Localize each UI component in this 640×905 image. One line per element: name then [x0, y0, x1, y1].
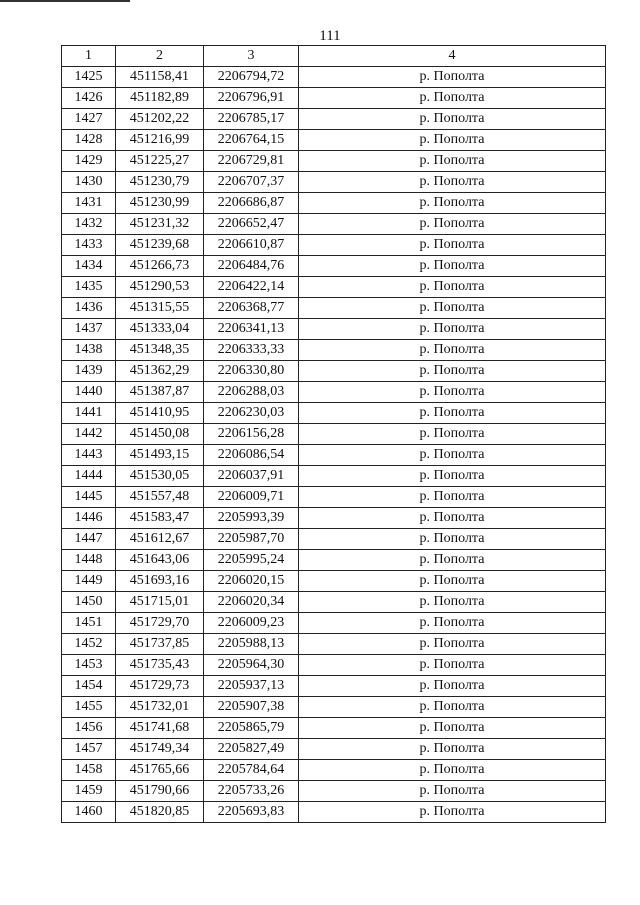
description-cell: р. Пополта — [299, 550, 606, 571]
y-coordinate-cell: 2206086,54 — [204, 445, 299, 466]
table-row — [62, 151, 606, 172]
description-cell: р. Пополта — [299, 655, 606, 676]
description-cell: р. Пополта — [299, 403, 606, 424]
x-coordinate-cell: 451765,66 — [116, 760, 204, 781]
y-coordinate-cell: 2206009,23 — [204, 613, 299, 634]
description-cell: р. Пополта — [299, 109, 606, 130]
point-number-cell: 1431 — [62, 193, 116, 214]
table-row — [62, 382, 606, 403]
table-row — [62, 445, 606, 466]
description-cell: р. Пополта — [299, 235, 606, 256]
description-cell: р. Пополта — [299, 781, 606, 802]
x-coordinate-cell: 451362,29 — [116, 361, 204, 382]
table-row — [62, 340, 606, 361]
point-number-cell: 1430 — [62, 172, 116, 193]
description-cell: р. Пополта — [299, 508, 606, 529]
description-cell: р. Пополта — [299, 571, 606, 592]
description-cell: р. Пополта — [299, 256, 606, 277]
x-coordinate-cell: 451749,34 — [116, 739, 204, 760]
x-coordinate-cell: 451230,99 — [116, 193, 204, 214]
point-number-cell: 1441 — [62, 403, 116, 424]
table-row — [62, 130, 606, 151]
description-cell: р. Пополта — [299, 88, 606, 109]
x-coordinate-cell: 451735,43 — [116, 655, 204, 676]
table-row — [62, 613, 606, 634]
point-number-cell: 1450 — [62, 592, 116, 613]
x-coordinate-cell: 451790,66 — [116, 781, 204, 802]
y-coordinate-cell: 2206333,33 — [204, 340, 299, 361]
point-number-cell: 1439 — [62, 361, 116, 382]
description-cell: р. Пополта — [299, 214, 606, 235]
table-row — [62, 172, 606, 193]
table-row — [62, 802, 606, 823]
table-row — [62, 508, 606, 529]
table-row — [62, 634, 606, 655]
x-coordinate-cell: 451387,87 — [116, 382, 204, 403]
description-cell: р. Пополта — [299, 676, 606, 697]
x-coordinate-cell: 451493,15 — [116, 445, 204, 466]
description-cell: р. Пополта — [299, 130, 606, 151]
y-coordinate-cell: 2205937,13 — [204, 676, 299, 697]
table-row — [62, 109, 606, 130]
description-cell: р. Пополта — [299, 298, 606, 319]
column-header: 4 — [299, 46, 606, 67]
table-row — [62, 718, 606, 739]
table-row — [62, 739, 606, 760]
description-cell: р. Пополта — [299, 340, 606, 361]
description-cell: р. Пополта — [299, 487, 606, 508]
point-number-cell: 1426 — [62, 88, 116, 109]
y-coordinate-cell: 2206341,13 — [204, 319, 299, 340]
description-cell: р. Пополта — [299, 634, 606, 655]
x-coordinate-cell: 451315,55 — [116, 298, 204, 319]
column-header: 1 — [62, 46, 116, 67]
point-number-cell: 1434 — [62, 256, 116, 277]
table-row — [62, 298, 606, 319]
description-cell: р. Пополта — [299, 613, 606, 634]
table-row — [62, 361, 606, 382]
table-row — [62, 676, 606, 697]
page-number: 111 — [319, 28, 341, 44]
table-row — [62, 781, 606, 802]
x-coordinate-cell: 451225,27 — [116, 151, 204, 172]
point-number-cell: 1438 — [62, 340, 116, 361]
point-number-cell: 1456 — [62, 718, 116, 739]
table-row — [62, 529, 606, 550]
point-number-cell: 1433 — [62, 235, 116, 256]
point-number-cell: 1453 — [62, 655, 116, 676]
x-coordinate-cell: 451729,70 — [116, 613, 204, 634]
point-number-cell: 1451 — [62, 613, 116, 634]
point-number-cell: 1440 — [62, 382, 116, 403]
x-coordinate-cell: 451820,85 — [116, 802, 204, 823]
point-number-cell: 1447 — [62, 529, 116, 550]
point-number-cell: 1460 — [62, 802, 116, 823]
y-coordinate-cell: 2206020,15 — [204, 571, 299, 592]
y-coordinate-cell: 2205988,13 — [204, 634, 299, 655]
table-row — [62, 424, 606, 445]
y-coordinate-cell: 2206156,28 — [204, 424, 299, 445]
y-coordinate-cell: 2206729,81 — [204, 151, 299, 172]
y-coordinate-cell: 2206794,72 — [204, 67, 299, 88]
y-coordinate-cell: 2206484,76 — [204, 256, 299, 277]
x-coordinate-cell: 451290,53 — [116, 277, 204, 298]
table-row — [62, 571, 606, 592]
point-number-cell: 1459 — [62, 781, 116, 802]
table-row — [62, 319, 606, 340]
table-row — [62, 277, 606, 298]
y-coordinate-cell: 2205827,49 — [204, 739, 299, 760]
point-number-cell: 1452 — [62, 634, 116, 655]
column-header: 3 — [204, 46, 299, 67]
point-number-cell: 1428 — [62, 130, 116, 151]
table-row — [62, 214, 606, 235]
table-row — [62, 655, 606, 676]
x-coordinate-cell: 451182,89 — [116, 88, 204, 109]
point-number-cell: 1429 — [62, 151, 116, 172]
y-coordinate-cell: 2205995,24 — [204, 550, 299, 571]
point-number-cell: 1443 — [62, 445, 116, 466]
description-cell: р. Пополта — [299, 361, 606, 382]
y-coordinate-cell: 2206288,03 — [204, 382, 299, 403]
y-coordinate-cell: 2206230,03 — [204, 403, 299, 424]
point-number-cell: 1442 — [62, 424, 116, 445]
x-coordinate-cell: 451348,35 — [116, 340, 204, 361]
point-number-cell: 1427 — [62, 109, 116, 130]
table-row — [62, 88, 606, 109]
y-coordinate-cell: 2205907,38 — [204, 697, 299, 718]
table-row — [62, 592, 606, 613]
x-coordinate-cell: 451612,67 — [116, 529, 204, 550]
table-row — [62, 256, 606, 277]
description-cell: р. Пополта — [299, 193, 606, 214]
y-coordinate-cell: 2205693,83 — [204, 802, 299, 823]
y-coordinate-cell: 2205865,79 — [204, 718, 299, 739]
corner-rule — [0, 0, 130, 2]
x-coordinate-cell: 451231,32 — [116, 214, 204, 235]
point-number-cell: 1458 — [62, 760, 116, 781]
description-cell: р. Пополта — [299, 382, 606, 403]
description-cell: р. Пополта — [299, 592, 606, 613]
point-number-cell: 1437 — [62, 319, 116, 340]
description-cell: р. Пополта — [299, 802, 606, 823]
y-coordinate-cell: 2206037,91 — [204, 466, 299, 487]
description-cell: р. Пополта — [299, 67, 606, 88]
point-number-cell: 1448 — [62, 550, 116, 571]
x-coordinate-cell: 451158,41 — [116, 67, 204, 88]
x-coordinate-cell: 451693,16 — [116, 571, 204, 592]
table-row — [62, 466, 606, 487]
y-coordinate-cell: 2205733,26 — [204, 781, 299, 802]
point-number-cell: 1425 — [62, 67, 116, 88]
description-cell: р. Пополта — [299, 529, 606, 550]
table-row — [62, 193, 606, 214]
table-row — [62, 550, 606, 571]
x-coordinate-cell: 451729,73 — [116, 676, 204, 697]
description-cell: р. Пополта — [299, 697, 606, 718]
x-coordinate-cell: 451715,01 — [116, 592, 204, 613]
description-cell: р. Пополта — [299, 445, 606, 466]
y-coordinate-cell: 2205784,64 — [204, 760, 299, 781]
point-number-cell: 1454 — [62, 676, 116, 697]
x-coordinate-cell: 451741,68 — [116, 718, 204, 739]
y-coordinate-cell: 2206422,14 — [204, 277, 299, 298]
point-number-cell: 1449 — [62, 571, 116, 592]
point-number-cell: 1432 — [62, 214, 116, 235]
description-cell: р. Пополта — [299, 151, 606, 172]
description-cell: р. Пополта — [299, 718, 606, 739]
description-cell: р. Пополта — [299, 466, 606, 487]
y-coordinate-cell: 2206020,34 — [204, 592, 299, 613]
description-cell: р. Пополта — [299, 319, 606, 340]
column-header: 2 — [116, 46, 204, 67]
x-coordinate-cell: 451410,95 — [116, 403, 204, 424]
x-coordinate-cell: 451732,01 — [116, 697, 204, 718]
x-coordinate-cell: 451557,48 — [116, 487, 204, 508]
description-cell: р. Пополта — [299, 760, 606, 781]
table-row — [62, 697, 606, 718]
y-coordinate-cell: 2205993,39 — [204, 508, 299, 529]
x-coordinate-cell: 451583,47 — [116, 508, 204, 529]
x-coordinate-cell: 451530,05 — [116, 466, 204, 487]
table-row — [62, 403, 606, 424]
x-coordinate-cell: 451737,85 — [116, 634, 204, 655]
y-coordinate-cell: 2206009,71 — [204, 487, 299, 508]
table-row — [62, 235, 606, 256]
point-number-cell: 1445 — [62, 487, 116, 508]
point-number-cell: 1455 — [62, 697, 116, 718]
point-number-cell: 1446 — [62, 508, 116, 529]
x-coordinate-cell: 451333,04 — [116, 319, 204, 340]
x-coordinate-cell: 451239,68 — [116, 235, 204, 256]
description-cell: р. Пополта — [299, 739, 606, 760]
y-coordinate-cell: 2206796,91 — [204, 88, 299, 109]
x-coordinate-cell: 451202,22 — [116, 109, 204, 130]
y-coordinate-cell: 2206368,77 — [204, 298, 299, 319]
y-coordinate-cell: 2206785,17 — [204, 109, 299, 130]
x-coordinate-cell: 451643,06 — [116, 550, 204, 571]
table-row — [62, 760, 606, 781]
y-coordinate-cell: 2206764,15 — [204, 130, 299, 151]
point-number-cell: 1457 — [62, 739, 116, 760]
x-coordinate-cell: 451266,73 — [116, 256, 204, 277]
table-row — [62, 487, 606, 508]
y-coordinate-cell: 2205987,70 — [204, 529, 299, 550]
header-row — [62, 46, 606, 67]
y-coordinate-cell: 2206707,37 — [204, 172, 299, 193]
point-number-cell: 1444 — [62, 466, 116, 487]
y-coordinate-cell: 2206610,87 — [204, 235, 299, 256]
point-number-cell: 1436 — [62, 298, 116, 319]
y-coordinate-cell: 2206652,47 — [204, 214, 299, 235]
x-coordinate-cell: 451216,99 — [116, 130, 204, 151]
y-coordinate-cell: 2206686,87 — [204, 193, 299, 214]
y-coordinate-cell: 2205964,30 — [204, 655, 299, 676]
x-coordinate-cell: 451230,79 — [116, 172, 204, 193]
x-coordinate-cell: 451450,08 — [116, 424, 204, 445]
point-number-cell: 1435 — [62, 277, 116, 298]
description-cell: р. Пополта — [299, 172, 606, 193]
y-coordinate-cell: 2206330,80 — [204, 361, 299, 382]
description-cell: р. Пополта — [299, 277, 606, 298]
coordinates-table — [61, 45, 606, 823]
table-row — [62, 67, 606, 88]
description-cell: р. Пополта — [299, 424, 606, 445]
